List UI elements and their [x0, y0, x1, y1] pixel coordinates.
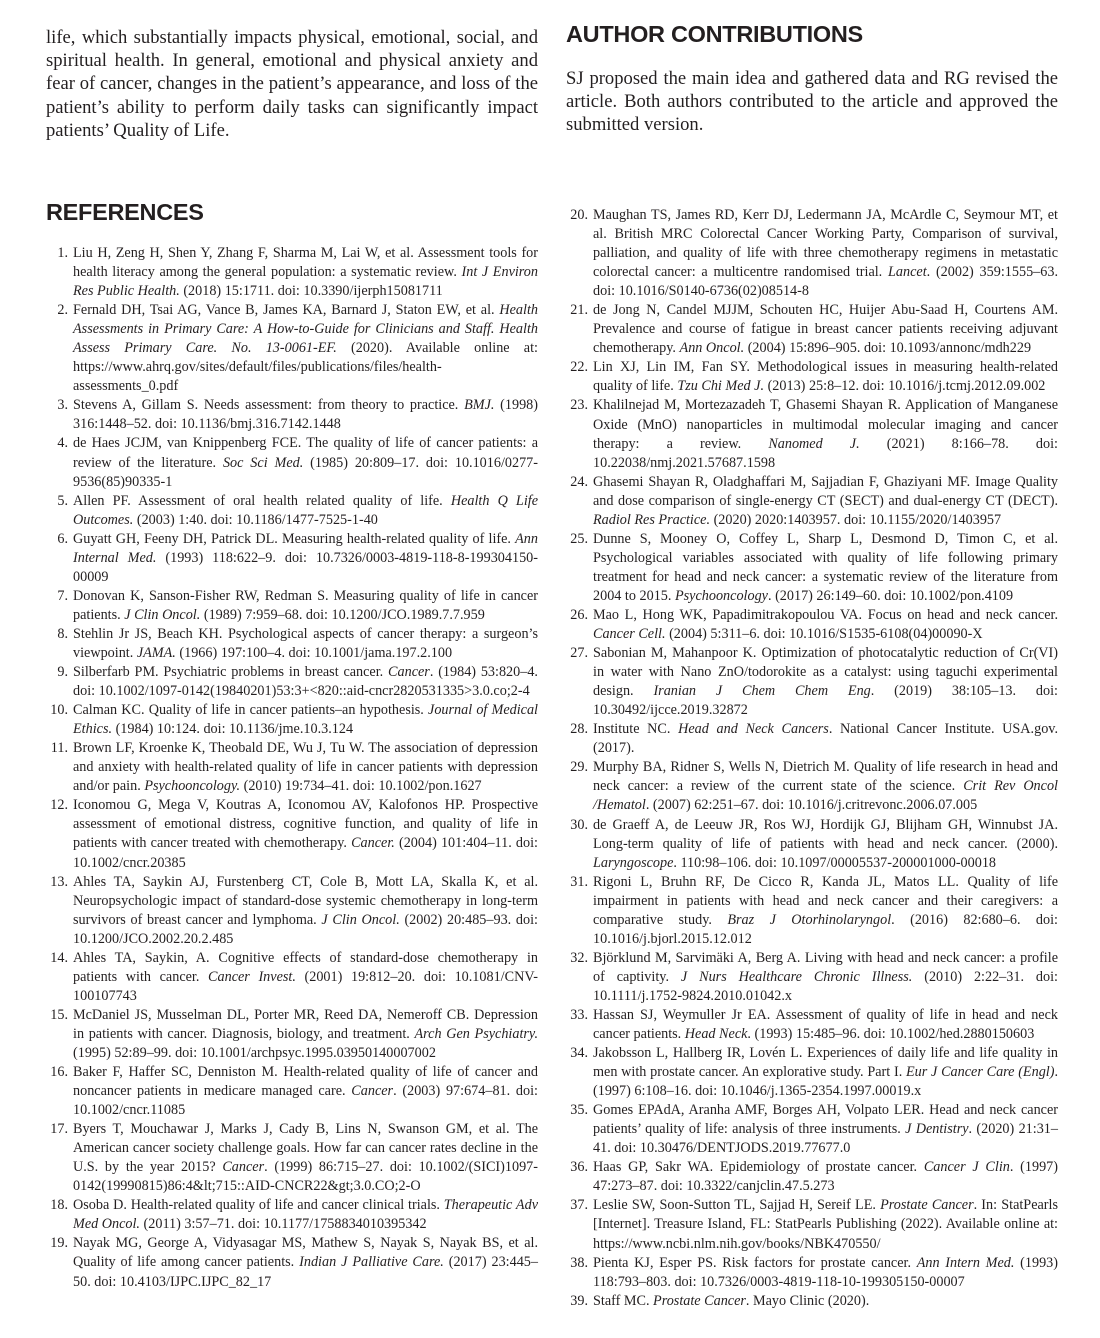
reference-journal: J Dentistry	[905, 1121, 969, 1138]
reference-segment: . (1997) 47:273–87. doi: 10.3322/canjclin.47.5.273	[593, 1159, 1058, 1195]
reference-text	[73, 1234, 538, 1291]
reference-segment: (2004) 15:896–905. doi: 10.1093/annonc/mdh229	[744, 340, 1032, 357]
reference-segment: de Haes JCJM, van Knippenberg FCE. The quality of life of cancer patients: a review of the literature.	[73, 435, 538, 471]
references-heading: REFERENCES	[46, 199, 204, 225]
reference-text	[593, 396, 1058, 472]
reference-segment: Iconomou G, Mega V, Koutras A, Iconomou AV, Kalofonos HP. Prospective assessment of emotional distress, cognitive function, and quality of life in patients with cancer treated with chemotherapy.	[73, 797, 538, 852]
reference-number: 24.	[570, 473, 588, 490]
reference-item	[46, 873, 538, 949]
reference-item	[566, 1044, 1058, 1101]
reference-item	[46, 1006, 538, 1063]
reference-journal: Indian J Palliative Care.	[299, 1254, 444, 1271]
reference-segment: Gomes EPAdA, Aranha AMF, Borges AH, Volpato LER. Head and neck cancer patients’ quality of life: analysis of three instruments.	[593, 1102, 1058, 1138]
reference-segment: Stehlin Jr JS, Beach KH. Psychological aspects of cancer therapy: a surgeon’s viewpoint.	[73, 625, 538, 661]
reference-journal: Int J Environ Res Public Health.	[73, 264, 538, 300]
reference-number: 36.	[570, 1159, 588, 1176]
reference-segment: (2020). Available online at: https://www.ahrq.gov/sites/default/files/publications/files/health-assessments_0.pdf	[73, 340, 538, 395]
reference-journal: Radiol Res Practice.	[593, 511, 711, 528]
reference-segment: (2018) 15:1711. doi: 10.3390/ijerph15081711	[179, 283, 443, 300]
reference-segment: Fernald DH, Tsai AG, Vance B, James KA, Barnard J, Staton EW, et al.	[73, 302, 500, 319]
reference-journal: Iranian J Chem Chem Eng	[653, 683, 871, 700]
reference-journal: Psychooncology.	[144, 778, 241, 795]
reference-item	[566, 1006, 1058, 1044]
reference-item	[566, 1101, 1058, 1158]
reference-journal: Journal of Medical Ethics.	[73, 702, 538, 738]
reference-number: 14.	[50, 949, 68, 966]
reference-number: 4.	[57, 435, 68, 452]
reference-item	[46, 701, 538, 739]
reference-text	[73, 301, 538, 396]
reference-segment: (2017) 23:445–50. doi: 10.4103/IJPC.IJPC_82_17	[73, 1254, 538, 1290]
reference-segment: (1966) 197:100–4. doi: 10.1001/jama.197.2.100	[175, 644, 453, 661]
reference-text	[73, 873, 538, 949]
reference-number: 22.	[570, 359, 588, 376]
reference-segment: Byers T, Mouchawar J, Marks J, Cady B, Lins N, Swanson GM, et al. The American cancer society challenge goals. How far can cancer rates decline in the U.S. by the year 2015?	[73, 1121, 538, 1176]
reference-text	[593, 949, 1058, 1006]
reference-segment: Jakobsson L, Hallberg IR, Lovén L. Experiences of daily life and life quality in men with prostate cancer. An explorative study. Part I.	[593, 1045, 1058, 1081]
reference-number: 5.	[57, 492, 68, 509]
reference-item	[46, 1196, 538, 1234]
reference-text	[73, 1063, 538, 1120]
reference-item	[566, 644, 1058, 720]
reference-journal: Psychooncology	[674, 587, 768, 604]
reference-item	[46, 301, 538, 396]
reference-text	[73, 492, 538, 530]
reference-segment: (2003) 1:40. doi: 10.1186/1477-7525-1-40	[133, 511, 378, 528]
reference-journal: Braz J Otorhinolaryngol	[727, 911, 892, 928]
reference-item	[566, 396, 1058, 472]
reference-journal: Ann Intern Med.	[916, 1254, 1015, 1271]
reference-text	[73, 949, 538, 1006]
reference-segment: . (1984) 53:820–4. doi: 10.1002/1097-0142(19840201)53:3+<820::aid-cncr2820531335>3.0.co;2-4	[73, 664, 538, 700]
reference-text	[593, 206, 1058, 301]
reference-text	[73, 587, 538, 625]
intro-paragraph: life, which substantially impacts physical, emotional, social, and spiritual health. In general, emotional and physical anxiety and fear of cancer, changes in the patient’s appearance, and loss of the patient’s ability to perform daily tasks can significantly impact patients’ Quality of Life.	[46, 27, 538, 141]
reference-segment: (1984) 10:124. doi: 10.1136/jme.10.3.124	[112, 721, 354, 738]
reference-journal: Cancer.	[351, 835, 395, 852]
author-contributions-heading: AUTHOR CONTRIBUTIONS	[566, 21, 863, 47]
reference-text	[593, 816, 1058, 873]
reference-number: 3.	[57, 397, 68, 414]
reference-number: 28.	[570, 721, 588, 738]
reference-segment: . (2017) 26:149–60. doi: 10.1002/pon.4109	[767, 587, 1014, 604]
reference-text	[593, 720, 1058, 758]
reference-text	[593, 530, 1058, 606]
reference-segment: . (2020) 21:31–41. doi: 10.30476/DENTJODS.2019.77677.0	[593, 1121, 1058, 1157]
reference-item	[46, 530, 538, 587]
reference-segment: Brown LF, Kroenke K, Theobald DE, Wu J, Tu W. The association of depression and anxiety with health-related quality of life in cancer patients with depression and/or pain.	[73, 740, 538, 795]
reference-journal: J Clin Oncol.	[321, 911, 400, 928]
reference-segment: Stevens A, Gillam S. Needs assessment: from theory to practice.	[73, 397, 465, 414]
reference-text	[73, 530, 538, 587]
reference-number: 19.	[50, 1235, 68, 1252]
reference-segment: . (1993) 15:485–96. doi: 10.1002/hed.2880150603	[747, 1026, 1035, 1043]
reference-item	[566, 1254, 1058, 1292]
reference-segment: . (1997) 6:108–16. doi: 10.1046/j.1365-2354.1997.00019.x	[593, 1064, 1059, 1100]
reference-segment: Sabonian M, Mahanpoor K. Optimization of photocatalytic reduction of Cr(VI) in water with Nano ZnO/todorokite as a catalyst: using taguchi experimental design.	[593, 645, 1058, 700]
reference-item	[566, 473, 1058, 530]
reference-journal: J Clin Oncol.	[124, 606, 201, 623]
reference-item	[46, 796, 538, 872]
reference-item	[46, 625, 538, 663]
reference-segment: . (2002) 359:1555–63. doi: 10.1016/S0140-6736(02)08514-8	[593, 264, 1058, 300]
reference-number: 20.	[570, 207, 588, 223]
reference-segment: Ahles TA, Saykin AJ, Furstenberg CT, Cole B, Mott LA, Skalla K, et al. Neuropsychologic impact of standard-dose systemic chemotherapy in long-term survivors of breast cancer and lymphoma.	[73, 873, 538, 928]
reference-item	[46, 1234, 538, 1291]
reference-segment: (2001) 19:812–20. doi: 10.1081/CNV-100107743	[73, 968, 538, 1004]
reference-item	[46, 396, 538, 434]
reference-segment: de Jong N, Candel MJJM, Schouten HC, Huijer Abu-Saad H, Courtens AM. Prevalence and course of fatigue in breast cancer patients receiving adjuvant chemotherapy.	[593, 302, 1058, 357]
reference-journal: Eur J Cancer Care (Engl)	[906, 1064, 1055, 1081]
reference-text	[593, 1158, 1058, 1196]
reference-number: 6.	[57, 530, 68, 547]
reference-number: 12.	[50, 797, 68, 814]
reference-segment: (1998) 316:1448–52. doi: 10.1136/bmj.316.7142.1448	[73, 397, 538, 433]
reference-segment: (2021) 8:166–78. doi: 10.22038/nmj.2021.57687.1598	[593, 435, 1058, 471]
reference-item	[46, 663, 538, 701]
reference-segment: Leslie SW, Soon-Sutton TL, Sajjad H, Sereif LE.	[593, 1197, 881, 1214]
reference-number: 29.	[570, 759, 588, 776]
reference-journal: Cancer	[351, 1083, 394, 1100]
reference-number: 27.	[570, 645, 588, 662]
reference-number: 32.	[570, 949, 588, 966]
reference-journal: Arch Gen Psychiatry.	[414, 1025, 538, 1042]
reference-item	[566, 1158, 1058, 1196]
reference-item	[566, 1196, 1058, 1253]
reference-segment: (2010) 19:734–41. doi: 10.1002/pon.1627	[240, 778, 482, 795]
reference-segment: (1985) 20:809–17. doi: 10.1016/0277-9536(85)90335-1	[73, 454, 539, 490]
reference-number: 7.	[57, 587, 68, 604]
reference-text	[593, 1044, 1058, 1101]
reference-segment: Murphy BA, Ridner S, Wells N, Dietrich M. Quality of life research in head and neck cancer: a review of the current state of the science.	[593, 759, 1058, 795]
reference-segment: Ahles TA, Saykin, A. Cognitive effects of standard-dose chemotherapy in patients with cancer.	[73, 949, 538, 985]
reference-journal: BMJ.	[464, 397, 495, 414]
reference-number: 8.	[57, 625, 68, 642]
reference-text	[73, 434, 538, 491]
reference-segment: Lin XJ, Lin IM, Fan SY. Methodological issues in measuring health-related quality of life.	[593, 359, 1058, 395]
reference-segment: (2004) 101:404–11. doi: 10.1002/cncr.20385	[73, 835, 538, 871]
reference-journal: Health Q Life Outcomes.	[73, 492, 538, 528]
reference-item	[566, 1292, 1058, 1311]
reference-number: 38.	[570, 1254, 588, 1271]
reference-segment: Guyatt GH, Feeny DH, Patrick DL. Measuring health-related quality of life.	[73, 530, 516, 547]
reference-segment: Ghasemi Shayan R, Oladghaffari M, Sajjadian F, Ghaziyani MF. Image Quality and dose comparison of single-energy CT (SECT) and dual-energy CT (DECT).	[593, 473, 1058, 509]
reference-number: 21.	[570, 302, 588, 319]
reference-segment: (2010) 2:22–31. doi: 10.1111/j.1752-9824.2010.01042.x	[593, 968, 1058, 1004]
reference-segment: (2013) 25:8–12. doi: 10.1016/j.tcmj.2012.09.002	[764, 378, 1046, 395]
reference-number: 31.	[570, 873, 588, 890]
reference-number: 16.	[50, 1064, 68, 1081]
reference-segment: Haas GP, Sakr WA. Epidemiology of prostate cancer.	[593, 1159, 924, 1176]
reference-number: 9.	[57, 664, 68, 681]
reference-segment: Donovan K, Sanson-Fisher RW, Redman S. Measuring quality of life in cancer patients.	[73, 587, 538, 623]
reference-segment: Dunne S, Mooney O, Coffey L, Sharp L, Desmond D, Timon C, et al. Psychological variables associated with quality of life following primary treatment for head and neck cancer: a systematic review of the literature from 2004 to 2015.	[593, 530, 1058, 604]
reference-journal: Nanomed J.	[768, 435, 860, 452]
reference-list-right	[566, 206, 1058, 1311]
reference-number: 37.	[570, 1197, 588, 1214]
reference-number: 35.	[570, 1102, 588, 1119]
reference-item	[46, 1120, 538, 1196]
reference-segment: Osoba D. Health-related quality of life and cancer clinical trials.	[73, 1197, 444, 1214]
reference-item	[46, 492, 538, 530]
reference-segment: (1989) 7:959–68. doi: 10.1200/JCO.1989.7.7.959	[200, 606, 485, 623]
reference-number: 34.	[570, 1045, 588, 1062]
reference-text	[593, 758, 1058, 815]
reference-journal: Tzu Chi Med J.	[677, 378, 765, 395]
reference-item	[46, 434, 538, 491]
reference-segment: . (2003) 97:674–81. doi: 10.1002/cncr.11085	[73, 1083, 538, 1119]
reference-segment: Rigoni L, Bruhn RF, De Cicco R, Kanda JL, Matos LL. Quality of life impairment in patients with head and neck cancer and their caregivers: a comparative study.	[593, 873, 1058, 928]
reference-text	[73, 796, 538, 872]
reference-segment: Institute NC.	[593, 721, 679, 738]
reference-list-left	[46, 244, 538, 1292]
reference-journal: Crit Rev Oncol /Hematol	[593, 778, 1058, 814]
reference-number: 25.	[570, 530, 588, 547]
reference-number: 30.	[570, 816, 588, 833]
reference-item	[566, 816, 1058, 873]
reference-segment: Pienta KJ, Esper PS. Risk factors for prostate cancer.	[593, 1254, 917, 1271]
reference-segment: (2004) 5:311–6. doi: 10.1016/S1535-6108(04)00090-X	[665, 626, 983, 643]
author-contributions-text: SJ proposed the main idea and gathered data and RG revised the article. Both authors contributed to the article and approved the submitted version.	[566, 68, 1058, 136]
reference-text	[73, 739, 538, 796]
reference-number: 17.	[50, 1121, 68, 1138]
reference-segment: Mao L, Hong WK, Papadimitrakopoulou VA. Focus on head and neck cancer.	[593, 606, 1058, 623]
reference-segment: . 110:98–106. doi: 10.1097/00005537-200001000-00018	[673, 854, 997, 871]
reference-item	[46, 244, 538, 301]
reference-number: 23.	[570, 397, 588, 414]
reference-text	[593, 1254, 1058, 1292]
reference-segment: Baker F, Haffer SC, Denniston M. Health-related quality of life of cancer and noncancer patients in medicare managed care.	[73, 1064, 538, 1100]
reference-number: 26.	[570, 606, 588, 623]
reference-number: 10.	[50, 702, 68, 719]
reference-text	[73, 701, 538, 739]
reference-segment: (1993) 118:622–9. doi: 10.7326/0003-4819-118-8-199304150-00009	[73, 549, 538, 585]
reference-segment: Calman KC. Quality of life in cancer patients–an hypothesis.	[73, 702, 429, 719]
reference-text	[593, 873, 1058, 949]
reference-text	[73, 1196, 538, 1234]
reference-number: 1.	[57, 245, 68, 261]
reference-text	[593, 1196, 1058, 1253]
reference-text	[73, 396, 538, 434]
reference-journal: Head and Neck Cancers	[678, 721, 829, 738]
reference-item	[566, 606, 1058, 644]
reference-number: 33.	[570, 1006, 588, 1023]
reference-segment: Nayak MG, George A, Vidyasagar MS, Mathew S, Nayak S, Nayak BS, et al. Quality of life among cancer patients.	[73, 1235, 538, 1271]
reference-journal: Ann Internal Med.	[73, 530, 538, 566]
reference-segment: . National Cancer Institute. USA.gov. (2017).	[593, 721, 1059, 757]
reference-text	[593, 606, 1058, 644]
reference-segment: (1993) 118:793–803. doi: 10.7326/0003-4819-118-10-199305150-00007	[593, 1254, 1058, 1290]
reference-segment: (2011) 3:57–71. doi: 10.1177/1758834010395342	[139, 1216, 427, 1233]
reference-journal: Prostate Cancer	[880, 1197, 974, 1214]
reference-text	[73, 1006, 538, 1063]
reference-segment: . In: StatPearls [Internet]. Treasure Island, FL: StatPearls Publishing (2022). Available online at: https://www.ncbi.nlm.nih.gov/books/NBK470550/	[593, 1197, 1058, 1252]
reference-journal: Laryngoscope	[593, 854, 674, 871]
reference-number: 2.	[57, 302, 68, 319]
reference-item	[566, 206, 1058, 301]
reference-segment: de Graeff A, de Leeuw JR, Ros WJ, Hordijk GJ, Blijham GH, Winnubst JA. Long-term quality of life of patients with head and neck cancer. (2000).	[593, 816, 1058, 852]
reference-journal: Cancer J Clin	[923, 1159, 1010, 1176]
reference-segment: Khalilnejad M, Mortezazadeh T, Ghasemi Shayan R. Application of Manganese Oxide (MnO) nanoparticles in multimodal molecular imaging and cancer therapy: a review.	[593, 397, 1058, 452]
reference-journal: Head Neck	[684, 1026, 748, 1043]
reference-text	[593, 644, 1058, 720]
reference-text	[73, 663, 538, 701]
reference-number: 15.	[50, 1006, 68, 1023]
reference-segment: (1995) 52:89–99. doi: 10.1001/archpsyc.1995.03950140007002	[73, 1044, 436, 1061]
reference-number: 39.	[570, 1292, 588, 1309]
reference-text	[73, 244, 538, 301]
reference-segment: Allen PF. Assessment of oral health related quality of life.	[73, 492, 451, 509]
reference-journal: Cancer Invest.	[208, 968, 296, 985]
reference-journal: Therapeutic Adv Med Oncol.	[73, 1197, 538, 1233]
reference-segment: (2020) 2020:1403957. doi: 10.1155/2020/1403957	[710, 511, 1002, 528]
reference-segment: McDaniel JS, Musselman DL, Porter MR, Reed DA, Nemeroff CB. Depression in patients with cancer. Diagnosis, biology, and treatment.	[73, 1006, 538, 1042]
reference-item	[566, 301, 1058, 358]
reference-number: 18.	[50, 1197, 68, 1214]
reference-text	[593, 1006, 1058, 1044]
reference-segment: . (2019) 38:105–13. doi: 10.30492/ijcce.2019.32872	[593, 683, 1058, 719]
reference-journal: Cancer	[388, 664, 430, 681]
reference-segment: (2002) 20:485–93. doi: 10.1200/JCO.2002.20.2.485	[73, 911, 538, 947]
reference-journal: Prostate Cancer	[653, 1292, 746, 1309]
reference-journal: J Nurs Healthcare Chronic Illness.	[680, 968, 913, 985]
reference-item	[566, 720, 1058, 758]
reference-text	[593, 1292, 1058, 1311]
reference-number: 11.	[50, 740, 68, 757]
reference-text	[593, 473, 1058, 530]
reference-journal: Cancer Cell.	[593, 626, 666, 643]
reference-journal: Soc Sci Med.	[222, 454, 304, 471]
reference-segment: . (2016) 82:680–6. doi: 10.1016/j.bjorl.2015.12.012	[593, 911, 1058, 947]
reference-segment: Silberfarb PM. Psychiatric problems in breast cancer.	[73, 664, 389, 681]
reference-item	[46, 1063, 538, 1120]
reference-item	[566, 873, 1058, 949]
reference-item	[566, 530, 1058, 606]
reference-segment: Björklund M, Sarvimäki A, Berg A. Living with head and neck cancer: a profile of captivity.	[593, 949, 1058, 985]
reference-segment: . (2007) 62:251–67. doi: 10.1016/j.critrevonc.2006.07.005	[645, 797, 978, 814]
reference-journal: Lancet	[888, 264, 927, 281]
reference-segment: Maughan TS, James RD, Kerr DJ, Ledermann JA, McArdle C, Seymour MT, et al. British MRC Colorectal Cancer Working Party, Comparison of survival, palliation, and quality of life with three chemotherapy regimens in metastatic colorectal cancer: a multicentre randomised trial.	[593, 207, 1058, 281]
reference-segment: . (1999) 86:715–27. doi: 10.1002/(SICI)1097-0142(19990815)86:4&lt;715::AID-CNCR22&gt;3.0.CO;2-O	[73, 1159, 538, 1195]
reference-item	[46, 739, 538, 796]
reference-item	[566, 358, 1058, 396]
reference-text	[593, 358, 1058, 396]
reference-text	[73, 1120, 538, 1196]
reference-item	[46, 949, 538, 1006]
reference-item	[46, 587, 538, 625]
reference-text	[73, 625, 538, 663]
reference-segment: Hassan SJ, Weymuller Jr EA. Assessment of quality of life in head and neck cancer patients.	[593, 1006, 1058, 1043]
reference-journal: JAMA.	[136, 644, 176, 661]
reference-segment: Liu H, Zeng H, Shen Y, Zhang F, Sharma M, Lai W, et al. Assessment tools for health literacy among the general population: a systematic review.	[73, 245, 538, 281]
reference-segment: . Mayo Clinic (2020).	[745, 1292, 870, 1309]
reference-number: 13.	[50, 873, 68, 890]
reference-text	[593, 301, 1058, 358]
reference-journal: Cancer	[222, 1159, 265, 1176]
reference-segment: Staff MC.	[593, 1292, 654, 1309]
reference-journal: Health Assessments in Primary Care: A How-to-Guide for Clinicians and Staff. Health Assess Primary Care. No. 13-0061-EF.	[73, 302, 538, 357]
reference-text	[593, 1101, 1058, 1158]
reference-item	[566, 758, 1058, 815]
reference-journal: Ann Oncol.	[679, 340, 745, 357]
reference-item	[566, 949, 1058, 1006]
